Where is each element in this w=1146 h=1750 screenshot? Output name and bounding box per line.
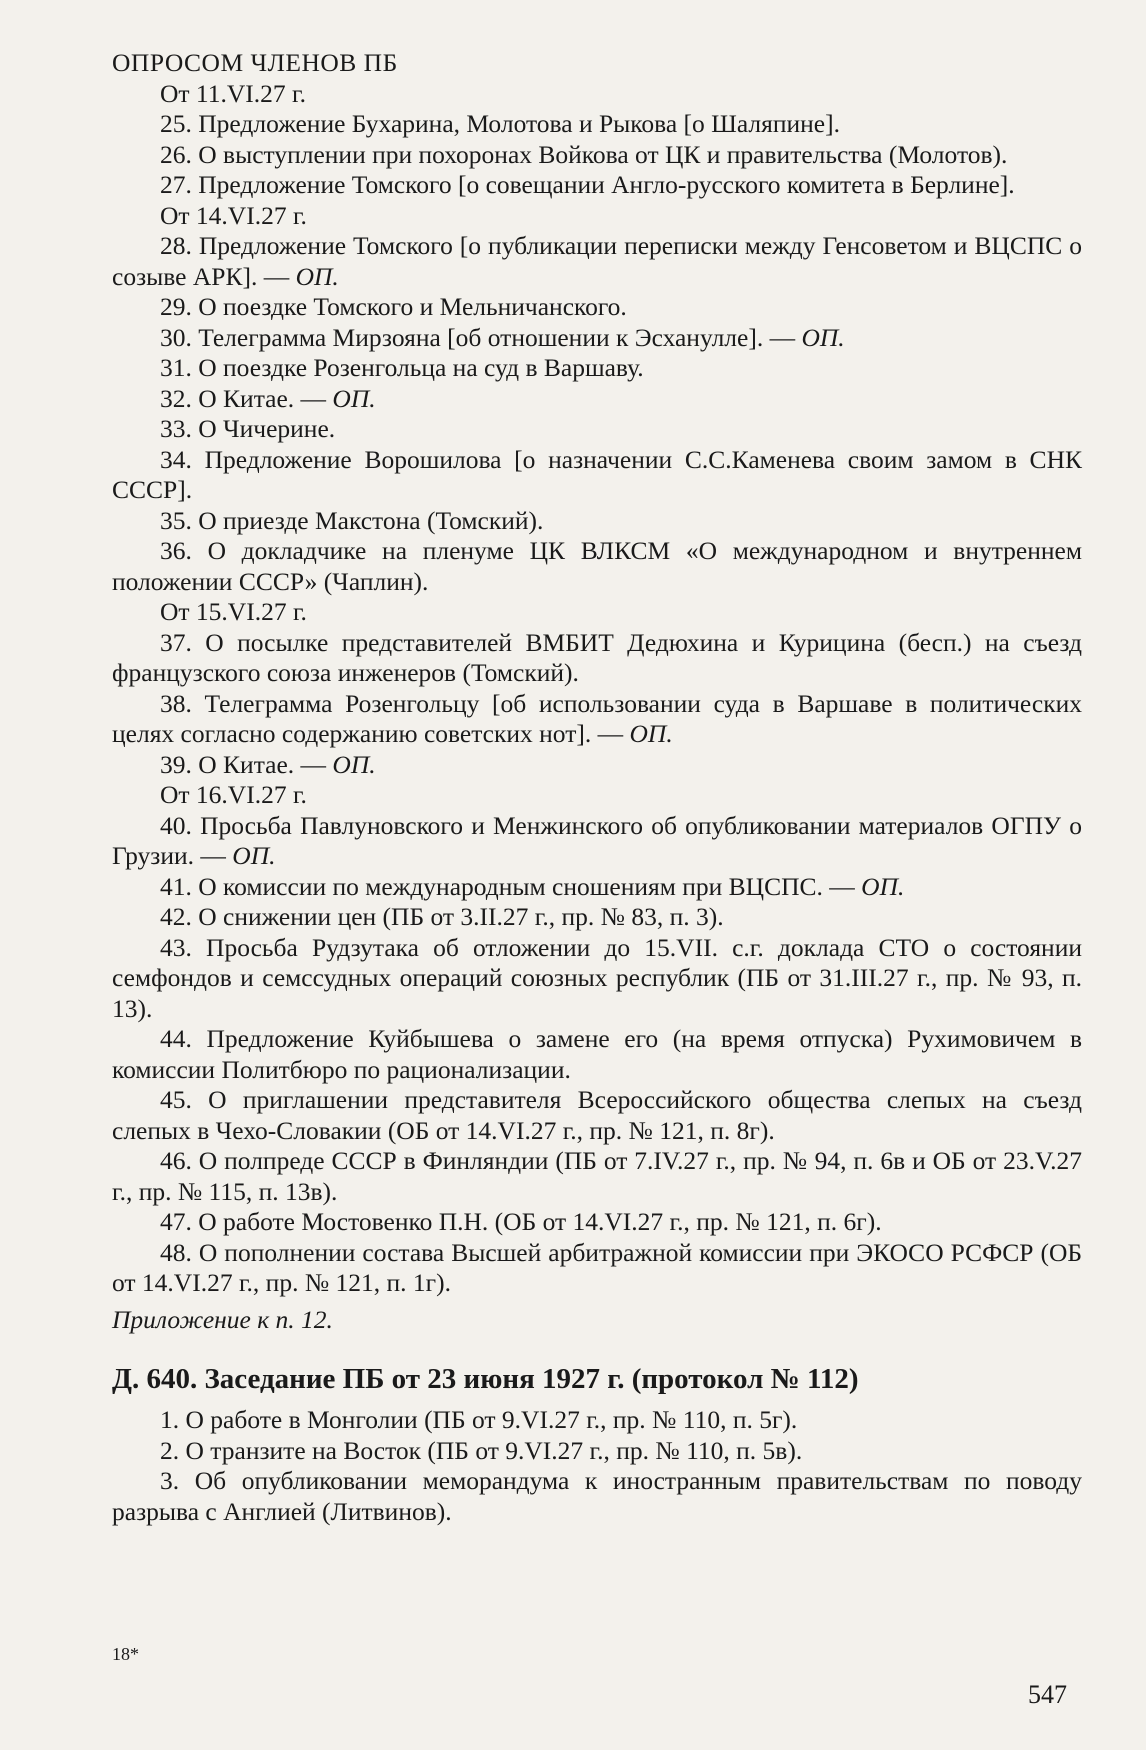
annex-note: Приложение к п. 12. — [112, 1304, 333, 1334]
list-item: 3. Об опубликовании меморандума к иностранным правительствам по поводу разрыва с Англией (Литвинов). — [112, 1466, 1082, 1526]
page-number: 547 — [1028, 1680, 1067, 1709]
list-item: 31. О поездке Розенгольца на суд в Варшаву. — [160, 353, 644, 382]
list-item: 25. Предложение Бухарина, Молотова и Рыкова [о Шаляпине]. — [160, 109, 840, 138]
page-content — [112, 48, 1082, 1527]
list-item: 36. О докладчике на пленуме ЦК ВЛКСМ «О международном и внутреннем положении СССР» (Чаплин). — [112, 536, 1082, 596]
list-item: 40. Просьба Павлуновского и Менжинского об опубликовании материалов ОГПУ о Грузии. — ОП. — [112, 810, 1082, 870]
list-item: 42. О снижении цен (ПБ от 3.II.27 г., пр. № 83, п. 3). — [160, 902, 724, 931]
list-item: 38. Телеграмма Розенгольцу [об использовании суда в Варшаве в политических целях согласно содержанию советских нот]. — ОП. — [112, 688, 1082, 748]
list-item: 39. О Китае. — ОП. — [160, 749, 376, 779]
list-item: 45. О приглашении представителя Всероссийского общества слепых на съезд слепых в Чехо-Словакии (ОБ от 14.VI.27 г., пр. № 121, п. 8г). — [112, 1085, 1082, 1145]
list-item: 37. О посылке представителей ВМБИТ Дедюхина и Курицина (бесп.) на съезд французского союза инженеров (Томский). — [112, 627, 1082, 687]
list-item: 41. О комиссии по международным сношениям при ВЦСПС. — ОП. — [160, 871, 905, 901]
list-item: 35. О приезде Макстона (Томский). — [160, 505, 544, 535]
list-item: 28. Предложение Томского [о публикации переписки между Генсоветом и ВЦСПС о созыве АРК]. — ОП. — [112, 231, 1082, 291]
list-item: 32. О Китае. — ОП. — [160, 383, 376, 413]
date-line: От 16.VI.27 г. — [160, 780, 307, 809]
list-item: 43. Просьба Рудзутака об отложении до 15.VII. с.г. доклада СТО о состоянии семфондов и семссудных операций союзных республик (ПБ от 31.III.27 г., пр. № 93, п. 13). — [112, 932, 1082, 1023]
list-item: 47. О работе Мостовенко П.Н. (ОБ от 14.VI.27 г., пр. № 121, п. 6г). — [160, 1207, 882, 1236]
date-line: От 14.VI.27 г. — [160, 200, 307, 230]
date-line: От 11.VI.27 г. — [160, 78, 306, 108]
signature-mark: 18* — [112, 1644, 139, 1664]
document-title: Д. 640. Заседание ПБ от 23 июня 1927 г. (протокол № 112) — [112, 1363, 859, 1395]
date-line: От 15.VI.27 г. — [160, 597, 307, 626]
list-item: 44. Предложение Куйбышева о замене его (на время отпуска) Рухимовичем в комиссии Политбюро по рационализации. — [112, 1024, 1082, 1084]
list-item: 2. О транзите на Восток (ПБ от 9.VI.27 г., пр. № 110, п. 5в). — [160, 1435, 803, 1465]
list-item: 26. О выступлении при похоронах Войкова от ЦК и правительства (Молотов). — [160, 139, 1008, 169]
list-item: 34. Предложение Ворошилова [о назначении С.С.Каменева своим замом в СНК СССР]. — [112, 444, 1082, 504]
list-item: 30. Телеграмма Мирзояна [об отношении к Эсханулле]. — ОП. — [160, 322, 845, 352]
list-item: 48. О пополнении состава Высшей арбитражной комиссии при ЭКОСО РСФСР (ОБ от 14.VI.27 г., пр. № 121, п. 1г). — [112, 1237, 1082, 1297]
list-item: 33. О Чичерине. — [160, 414, 336, 443]
list-item: 27. Предложение Томского [о совещании Англо-русского комитета в Берлине]. — [160, 170, 1015, 199]
list-item: 1. О работе в Монголии (ПБ от 9.VI.27 г., пр. № 110, п. 5г). — [160, 1405, 798, 1434]
list-item: 29. О поездке Томского и Мельничанского. — [160, 292, 627, 321]
list-item: 46. О полпреде СССР в Финляндии (ПБ от 7.IV.27 г., пр. № 94, п. 6в и ОБ от 23.V.27 г., пр. № 115, п. 13в). — [112, 1146, 1082, 1206]
section-heading: ОПРОСОМ ЧЛЕНОВ ПБ — [112, 48, 398, 77]
